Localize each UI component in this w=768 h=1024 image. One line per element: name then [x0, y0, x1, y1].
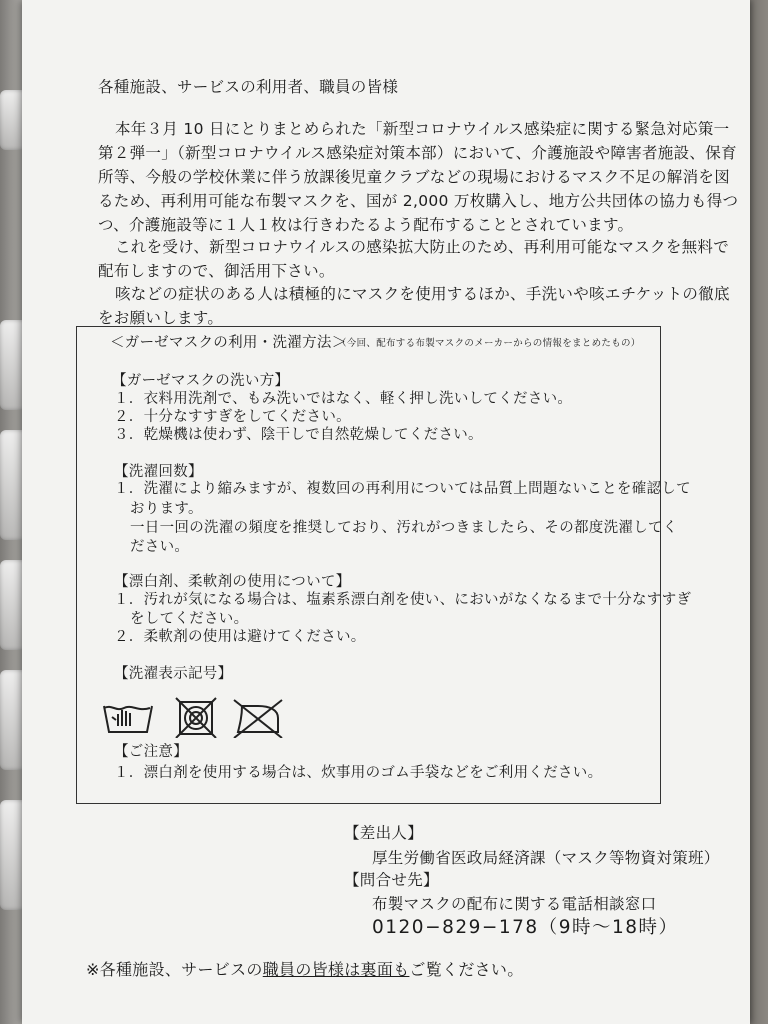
- bleach-item: ２．柔軟剤の使用は避けてください。: [114, 629, 366, 645]
- symbols-heading: 【洗濯表示記号】: [114, 666, 233, 682]
- laundry-symbols: [102, 696, 292, 738]
- count-item: おります。: [130, 501, 203, 517]
- count-heading: 【洗濯回数】: [114, 464, 203, 480]
- box-title: ＜ガーゼマスクの利用・洗濯方法＞: [110, 335, 347, 351]
- contact-name: 布製マスクの配布に関する電話相談窓口: [372, 895, 657, 913]
- paragraph-1-line: 第２弾一」（新型コロナウイルス感染症対策本部）において、介護施設や障害者施設、保育: [98, 144, 737, 162]
- paragraph-3-line: をお願いします。: [98, 309, 224, 327]
- sender-heading: 【差出人】: [344, 824, 424, 842]
- wash-heading: 【ガーゼマスクの洗い方】: [112, 373, 290, 389]
- paragraph-1-line: るため、再利用可能な布製マスクを、国が 2,000 万枚購入し、地方公共団体の協力も得つ: [98, 192, 739, 210]
- paragraph-1-line: つ、介護施設等に１人１枚は行きわたるよう配布することとされています。: [98, 216, 634, 234]
- paragraph-1-line: 所等、今般の学校休業に伴う放課後児童クラブなどの現場におけるマスク不足の解消を図: [98, 168, 731, 186]
- count-item: 一日一回の洗濯の頻度を推奨しており、汚れがつきましたら、その都度洗濯してく: [130, 520, 678, 536]
- footer-prefix: ※各種施設、サービスの: [86, 960, 263, 979]
- sender-name: 厚生労働省医政局経済課（マスク等物資対策班）: [372, 849, 720, 867]
- footer-suffix: ご覧ください。: [409, 960, 524, 979]
- no-iron-icon: [234, 700, 282, 738]
- wash-item: ３．乾燥機は使わず、陰干しで自然乾燥してください。: [114, 427, 483, 443]
- caution-heading: 【ご注意】: [114, 744, 188, 760]
- bleach-heading: 【漂白剤、柔軟剤の使用について】: [114, 574, 351, 590]
- paragraph-2-line: 配布しますので、御活用下さい。: [98, 262, 335, 280]
- footer-underlined: 職員の皆様は裏面も: [262, 960, 410, 979]
- paragraph-3-line: 咳などの症状のある人は積極的にマスクを使用するほか、手洗いや咳エチケットの徹底: [115, 285, 730, 303]
- no-tumble-dry-icon: [176, 698, 216, 738]
- bleach-item: をしてください。: [130, 611, 249, 627]
- paragraph-2-line: これを受け、新型コロナウイルスの感染拡大防止のため、再利用可能なマスクを無料で: [115, 238, 730, 256]
- wash-item: ２．十分なすすぎをしてください。: [114, 409, 351, 425]
- caution-item: １．漂白剤を使用する場合は、炊事用のゴム手袋などをご利用ください。: [114, 765, 603, 781]
- contact-heading: 【問合せ先】: [344, 871, 439, 889]
- phone-number: 0120−829−178（9時〜18時）: [372, 917, 679, 938]
- paragraph-1-line: 本年３月 10 日にとりまとめられた「新型コロナウイルス感染症に関する緊急対応策一: [115, 120, 730, 138]
- wash-item: １．衣料用洗剤で、もみ洗いではなく、軽く押し洗いしてください。: [114, 391, 573, 407]
- footer-note: [86, 962, 524, 978]
- box-title-note: （今回、配布する布製マスクのメーカーからの情報をまとめたもの）: [337, 338, 641, 349]
- bleach-item: １．汚れが気になる場合は、塩素系漂白剤を使い、においがなくなるまで十分なすすぎ: [114, 592, 692, 608]
- count-item: ださい。: [130, 539, 190, 555]
- hand-wash-icon: [104, 706, 152, 732]
- count-item: １．洗濯により縮みますが、複数回の再利用については品質上問題ないことを確認して: [114, 481, 691, 497]
- greeting: 各種施設、サービスの利用者、職員の皆様: [98, 78, 399, 96]
